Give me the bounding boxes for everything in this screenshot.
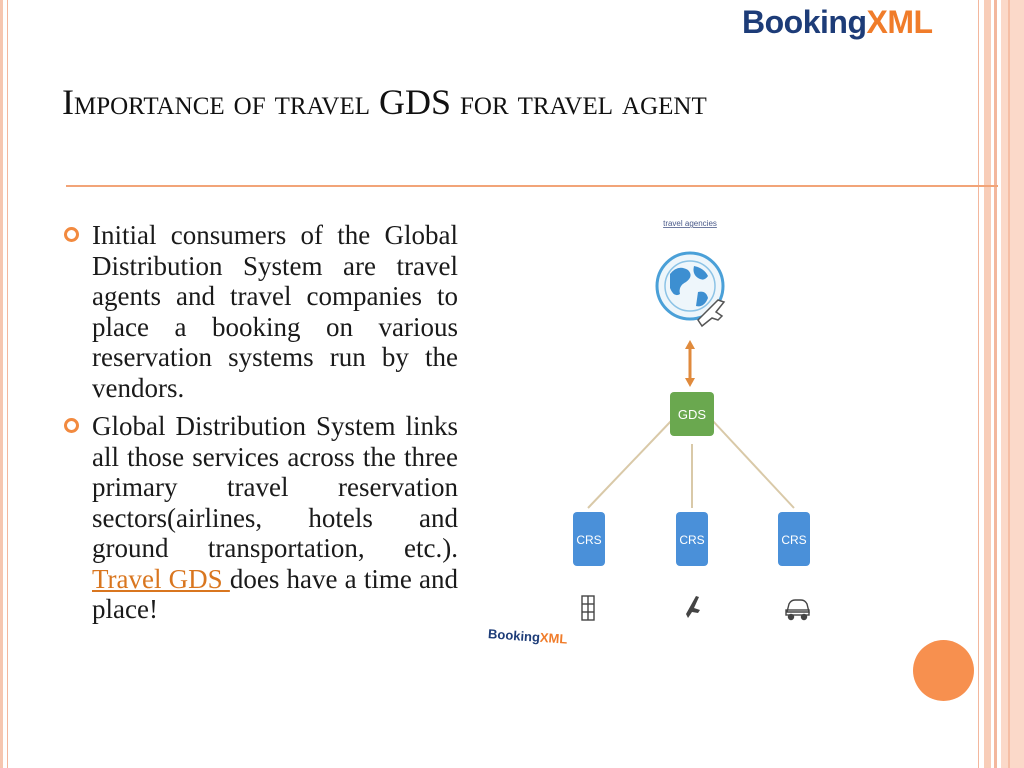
brand-logo-part1: Booking — [742, 4, 867, 40]
gds-node-label: GDS — [677, 407, 707, 422]
right-border-stripe — [984, 0, 991, 768]
bullet-text — [92, 411, 458, 625]
crs-node-hotels — [573, 512, 605, 566]
bullet-text: Initial consumers of the Global Distribution System are travel agents and travel companies to place a booking on various reservation systems run by the vendors. — [92, 220, 458, 403]
right-border-band — [1001, 0, 1024, 768]
right-border-line — [978, 0, 979, 768]
right-border-line-3 — [1008, 0, 1010, 768]
svg-text:BookingXML — [488, 626, 568, 647]
crs-node-ground — [778, 512, 810, 566]
bullet-ring-icon — [64, 227, 79, 242]
title-divider — [66, 185, 998, 187]
gds-diagram — [484, 208, 884, 658]
decorative-circle — [913, 640, 974, 701]
agency-gds-arrow — [685, 340, 695, 387]
airplane-icon — [686, 596, 700, 618]
left-border-line — [7, 0, 8, 768]
bullet-item — [62, 220, 462, 403]
bullet-list — [62, 220, 462, 633]
car-icon — [786, 600, 809, 620]
crs-node-label: CRS — [781, 533, 807, 547]
diagram-watermark-logo — [488, 626, 568, 647]
left-border-stripe — [0, 0, 3, 768]
travel-gds-link[interactable]: Travel GDS — [92, 563, 230, 594]
gds-node — [670, 392, 714, 436]
brand-logo-part2: XML — [866, 4, 933, 40]
crs-node-airlines — [676, 512, 708, 566]
travel-agencies-label: travel agencies — [663, 219, 717, 228]
crs-node-label: CRS — [576, 533, 602, 547]
bullet-text-before: Global Distribution System links all those services across the three primary travel reservation sectors(airlines, hotels and ground transportation, etc.). — [92, 411, 458, 563]
watermark-part2: XML — [539, 629, 568, 647]
crs-node-label: CRS — [679, 533, 705, 547]
slide-title: Importance of travel GDS for travel agent — [62, 82, 707, 122]
brand-logo — [742, 0, 933, 44]
right-border-line-2 — [994, 0, 997, 768]
watermark-part1: Booking — [487, 626, 541, 645]
bullet-ring-icon — [64, 418, 79, 433]
bullet-text-after: does have a time and place! — [92, 563, 458, 624]
bullet-item — [62, 411, 462, 625]
hotel-icon — [582, 596, 594, 620]
globe-plane-icon — [657, 253, 724, 326]
